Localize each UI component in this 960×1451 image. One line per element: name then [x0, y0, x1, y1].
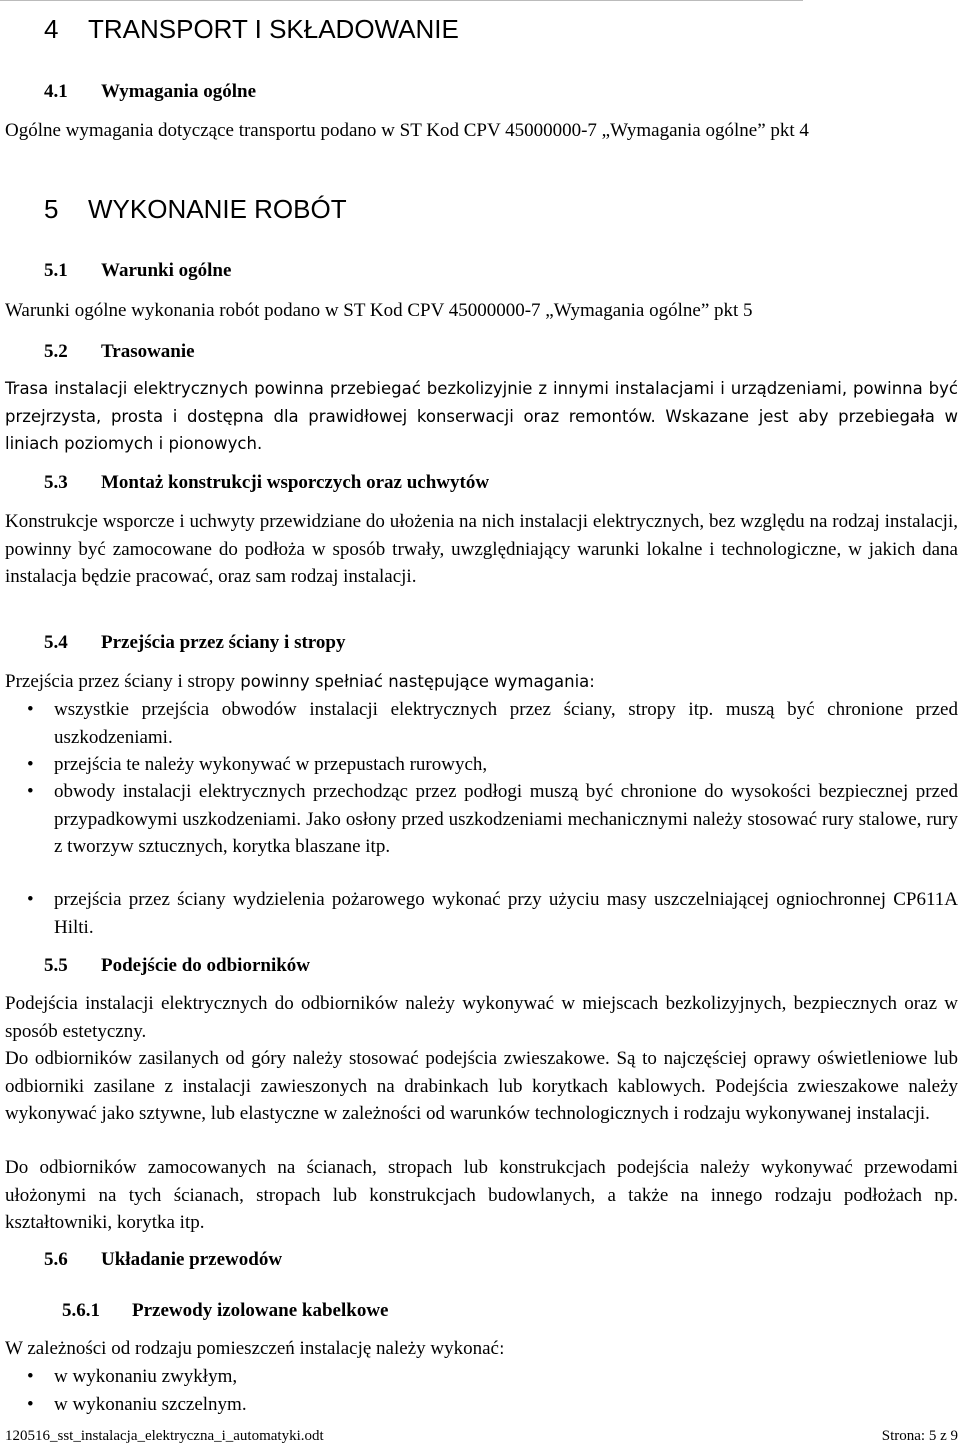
heading-text: TRANSPORT I SKŁADOWANIE: [88, 14, 459, 44]
paragraph-5-5-a: Podejścia instalacji elektrycznych do odbiorników należy wykonywać w miejscach bezkolizyjnych, bezpiecznych oraz w sposób estetyczny.: [5, 993, 958, 1042]
heading-number: 4: [44, 14, 59, 44]
paragraph-5-4-intro: [5, 668, 595, 696]
footer-filename: 120516_sst_instalacja_elektryczna_i_automatyki.odt: [5, 1428, 324, 1444]
bullet-icon: •: [27, 1366, 34, 1387]
intro-text-tail: :: [498, 1339, 505, 1358]
bullet-icon: •: [27, 754, 34, 775]
heading-number: 5.2: [44, 341, 68, 362]
heading-number: 5.1: [44, 260, 68, 281]
list-item: obwody instalacji elektrycznych przechodząc przez podłogi muszą być chronione do wysokości bezpiecznej przed przypadkowymi uszkodzeniami. Jako osłony przed uszkodzeniami mechanicznymi należy stosować rury stalowe, rury z tworzyw sztucznych, korytka blaszane itp.: [54, 781, 958, 857]
heading-text: Trasowanie: [101, 341, 195, 362]
paragraph-5-5-c: Do odbiorników zamocowanych na ścianach, stropach lub konstrukcjach podejścia należy wykonywać przewodami ułożonymi na tych ścianach, stropach lub konstrukcjach budowlanych, a także na innego rodzaju podłożach np. kształtowniki, korytka itp.: [5, 1157, 958, 1233]
header-rule: [0, 0, 803, 1]
heading-text: Przewody izolowane kabelkowe: [132, 1300, 389, 1321]
heading-number: 5.6: [44, 1249, 68, 1270]
intro-text: Przejścia przez ściany i stropy: [5, 671, 236, 692]
footer-page-number: Strona: 5 z 9: [881, 1428, 958, 1444]
heading-text: WYKONANIE ROBÓT: [88, 194, 347, 224]
paragraph-5-1: Warunki ogólne wykonania robót podano w ST Kod CPV 45000000-7 „Wymagania ogólne” pkt 5: [5, 300, 753, 321]
list-item: w wykonaniu szczelnym.: [54, 1394, 247, 1415]
paragraph-5-5-b: Do odbiorników zasilanych od góry należy stosować podejścia zwieszakowe. Są to najczęściej oprawy oświetleniowe lub odbiorniki zasilane z instalacji zawieszonych na drabinkach lub korytkach kablowych. Podejścia zwieszakowe należy wykonywać jako sztywne, lub elastyczne w zależności od warunków technologicznych i rodzaju wykonywanej instalacji.: [5, 1048, 958, 1124]
intro-text-tail: powinny spełniać następujące wymagania:: [235, 672, 595, 691]
paragraph-5-3: Konstrukcje wsporcze i uchwyty przewidziane do ułożenia na nich instalacji elektrycznych, bez względu na rodzaj instalacji, powinny być zamocowane do podłoża w sposób trwały, uwzględniający warunki lokalne i technologiczne, w jakich dana instalacja będzie pracować, oraz sam rodzaj instalacji.: [5, 511, 958, 587]
list-item: w wykonaniu zwykłym,: [54, 1366, 238, 1387]
list-item: przejścia przez ściany wydzielenia pożarowego wykonać przy użyciu masy uszczelniającej ogniochronnej CP611A Hilti.: [54, 889, 958, 938]
paragraph-5-6-1-intro: [5, 1335, 505, 1363]
heading-text: Układanie przewodów: [101, 1249, 283, 1270]
heading-text: Wymagania ogólne: [101, 81, 256, 102]
intro-text: W zależności od rodzaju pomieszczeń instalację należy wykonać: [5, 1338, 499, 1359]
heading-number: 5: [44, 194, 59, 224]
heading-text: Przejścia przez ściany i stropy: [101, 632, 346, 653]
bullet-icon: •: [27, 889, 34, 910]
heading-text: Podejście do odbiorników: [101, 955, 311, 976]
heading-text: Montaż konstrukcji wsporczych oraz uchwytów: [101, 472, 490, 493]
heading-number: 4.1: [44, 81, 68, 102]
paragraph-4-1: Ogólne wymagania dotyczące transportu podano w ST Kod CPV 45000000-7 „Wymagania ogólne” pkt 4: [5, 120, 809, 141]
heading-number: 5.3: [44, 472, 68, 493]
list-item: wszystkie przejścia obwodów instalacji elektrycznych przez ściany, stropy itp. muszą być chronione przed uszkodzeniami.: [54, 699, 958, 748]
bullet-icon: •: [27, 1394, 34, 1415]
heading-number: 5.5: [44, 955, 68, 976]
paragraph-5-2: Trasa instalacji elektrycznych powinna przebiegać bezkolizyjnie z innymi instalacjami i urządzeniami, powinna być przejrzysta, prosta i dostępna dla prawidłowej konserwacji oraz remontów. Wskazane jest aby przebiegała w liniach poziomych i pionowych.: [5, 379, 958, 453]
heading-number: 5.4: [44, 632, 68, 653]
bullet-icon: •: [27, 781, 34, 802]
heading-text: Warunki ogólne: [101, 260, 232, 281]
bullet-icon: •: [27, 699, 34, 720]
list-item: przejścia te należy wykonywać w przepustach rurowych,: [54, 754, 488, 775]
heading-number: 5.6.1: [62, 1300, 100, 1321]
